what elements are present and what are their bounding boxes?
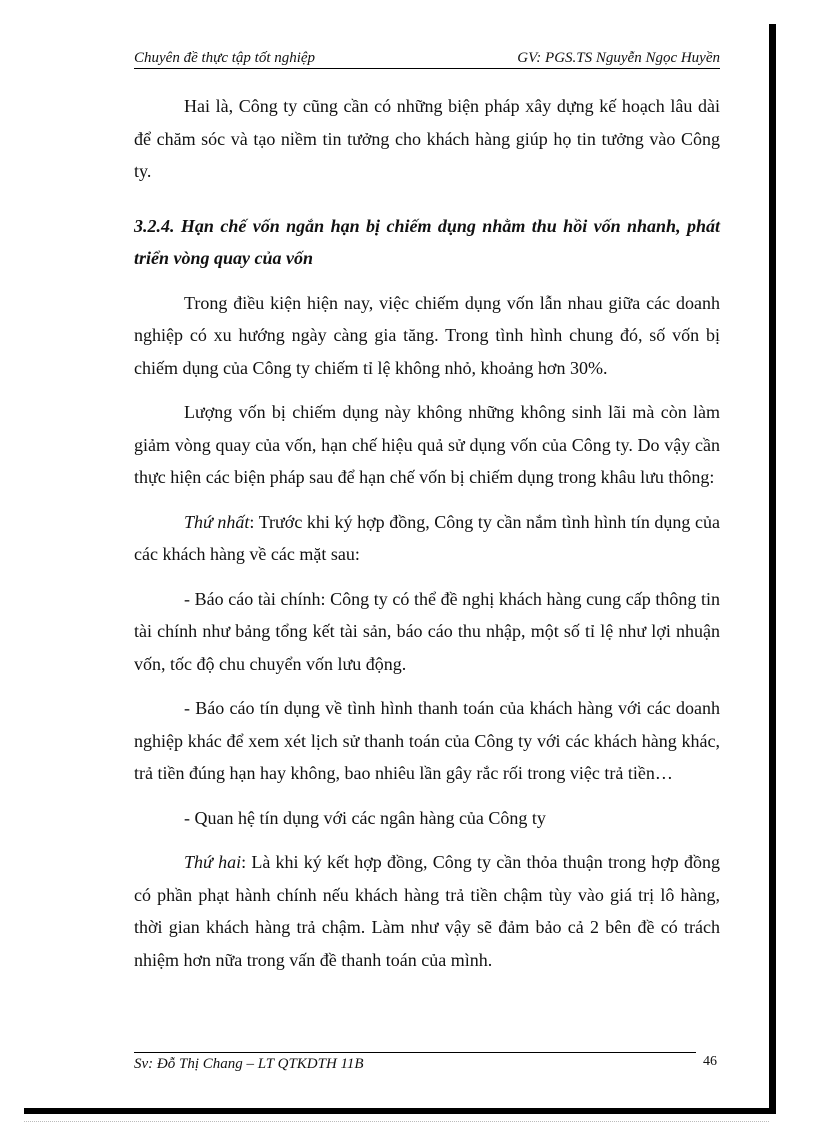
paragraph-3: Lượng vốn bị chiếm dụng này không những không sinh lãi mà còn làm giảm vòng quay của vốn, hạn chế hiệu quả sử dụng vốn của Công ty. Do vậy cần thực hiện các biện pháp sau để hạn chế vốn bị chiếm dụng trong khâu lưu thông: — [134, 402, 720, 487]
paragraph-6: - Báo cáo tín dụng về tình hình thanh toán của khách hàng với các doanh nghiệp khác để xem xét lịch sử thanh toán của Công ty với các khách hàng khác, trả tiền đúng hạn hay không, bao nhiêu lần gây rắc rối trong việc trả tiền… — [134, 698, 720, 783]
paragraph-4-text: : Trước khi ký hợp đồng, Công ty cần nắm tình hình tín dụng của các khách hàng về các mặt sau: — [134, 511, 720, 564]
page-header — [134, 50, 720, 69]
paragraph-2: Trong điều kiện hiện nay, việc chiếm dụng vốn lẫn nhau giữa các doanh nghiệp có xu hướng ngày càng gia tăng. Trong tình hình chung đó, số vốn bị chiếm dụng của Công ty chiếm tỉ lệ không nhỏ, khoảng hơn 30%. — [134, 292, 720, 378]
header-left: Chuyên đề thực tập tốt nghiệp — [134, 50, 316, 66]
paragraph-8 — [134, 846, 720, 976]
header-right: GV: PGS.TS Nguyễn Ngọc Huyền — [517, 50, 720, 66]
footer-author: Sv: Đỗ Thị Chang – LT QTKDTH 11B — [134, 1056, 364, 1072]
paragraph-5: - Báo cáo tài chính: Công ty có thể đề nghị khách hàng cung cấp thông tin tài chính như bảng tổng kết tài sản, báo cáo thu nhập, một số tỉ lệ như lợi nhuận vốn, tốc độ chu chuyển vốn lưu động. — [134, 588, 720, 674]
page-content — [134, 90, 720, 988]
page-border-bottom — [24, 1108, 776, 1114]
paragraph-7: - Quan hệ tín dụng với các ngân hàng của Công ty — [184, 807, 546, 828]
section-heading: 3.2.4. Hạn chế vốn ngắn hạn bị chiếm dụng nhằm thu hồi vốn nhanh, phát triển vòng quay của vốn — [134, 215, 720, 268]
paragraph-8-text: : Là khi ký kết hợp đồng, Công ty cần thỏa thuận trong hợp đồng có phần phạt hành chính nếu khách hàng trả tiền chậm tùy vào giá trị lô hàng, thời gian khách hàng trả chậm. Làm như vậy sẽ đảm bảo cả 2 bên đề có trách nhiệm hơn nữa trong vấn đề thanh toán của mình. — [134, 852, 720, 970]
page-border-right — [769, 24, 776, 1114]
page-number: 46 — [703, 1054, 717, 1069]
paragraph-1: Hai là, Công ty cũng cần có những biện pháp xây dựng kế hoạch lâu dài để chăm sóc và tạo niềm tin tưởng cho khách hàng giúp họ tin tưởng vào Công ty. — [134, 96, 720, 181]
dotted-line — [24, 1121, 769, 1122]
paragraph-4 — [134, 506, 720, 571]
paragraph-4-label: Thứ nhất — [184, 511, 250, 532]
footer-divider — [134, 1052, 696, 1053]
paragraph-8-label: Thứ hai — [184, 852, 242, 872]
